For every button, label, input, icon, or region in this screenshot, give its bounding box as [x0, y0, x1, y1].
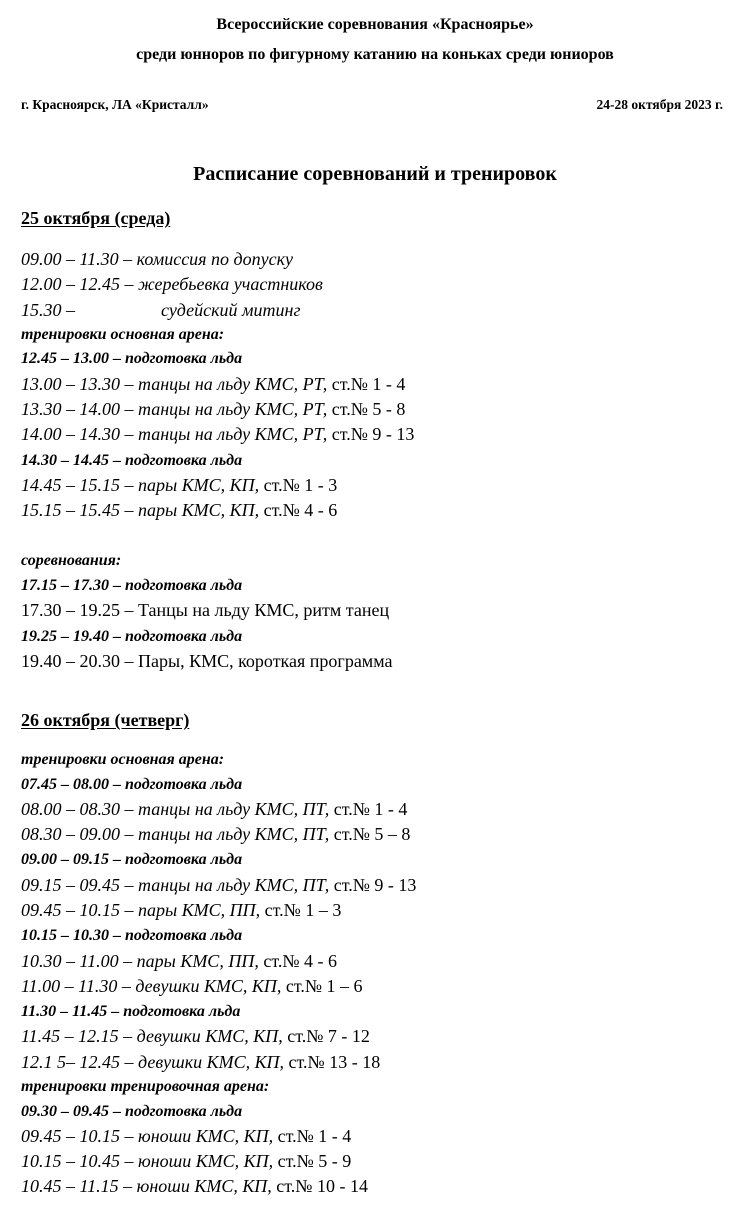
schedule-activity: подготовка льда [125, 350, 243, 368]
ice-prep-row: 10.15 – 10.30 – подготовка льда [21, 927, 243, 945]
section-spacer [21, 523, 741, 549]
training-row: 11.00 – 11.30 – девушки КМС, КП, ст.№ 1 – 6 [21, 975, 363, 996]
training-row: 14.45 – 15.15 – пары КМС, КП, ст.№ 1 - 3 [21, 474, 338, 495]
schedule-activity: танцы на льду КМС, РТ, [138, 398, 332, 419]
schedule-activity: подготовка льда [125, 851, 243, 869]
training-row: 15.15 – 15.45 – пары КМС, КП, ст.№ 4 - 6 [21, 500, 338, 521]
skater-group: ст.№ 5 - 8 [331, 398, 406, 419]
schedule-activity: юноши КМС, КП, [136, 1176, 277, 1197]
skater-group: ст.№ 13 - 18 [288, 1051, 381, 1072]
general-item [21, 298, 741, 323]
schedule-activity: пары КМС, ПП, [136, 950, 264, 971]
day-heading-oct-25: 25 октября (среда) [21, 208, 171, 228]
general-item: 12.00 – 12.45 – жеребьевка участников [21, 274, 323, 295]
training-row: 10.15 – 10.45 – юноши КМС, КП, ст.№ 5 - 9 [21, 1151, 352, 1172]
training-row: 08.30 – 09.00 – танцы на льду КМС, ПТ, ст.№ 5 – 8 [21, 824, 411, 845]
training-row: 13.00 – 13.30 – танцы на льду КМС, РТ, ст.№ 1 - 4 [21, 373, 406, 394]
ice-prep-row: 09.30 – 09.45 – подготовка льда [21, 1102, 243, 1120]
schedule-title: Расписание соревнований и тренировок [193, 163, 557, 185]
skater-group: ст.№ 5 - 9 [277, 1151, 352, 1172]
schedule-activity: пары КМС, КП, [138, 500, 264, 521]
training-row: 13.30 – 14.00 – танцы на льду КМС, РТ, ст.№ 5 - 8 [21, 398, 406, 419]
competition-row: 19.40 – 20.30 – Пары, КМС, короткая программа [21, 650, 393, 671]
section-label-main-arena: тренировки основная арена: [21, 751, 225, 768]
ice-prep-row: 12.45 – 13.00 – подготовка льда [21, 350, 243, 368]
section-label-competitions: соревнования: [21, 552, 122, 570]
schedule-activity: юноши КМС, КП, [138, 1125, 278, 1146]
skater-group: ст.№ 10 - 14 [276, 1176, 368, 1197]
ice-prep-row: 09.00 – 09.15 – подготовка льда [21, 851, 243, 869]
schedule-activity: танцы на льду КМС, ПТ, [138, 874, 334, 895]
skater-group: ст.№ 4 - 6 [263, 950, 337, 971]
training-row: 09.45 – 10.15 – пары КМС, ПП, ст.№ 1 – 3 [21, 899, 342, 920]
skater-group: ст.№ 1 – 6 [285, 975, 363, 996]
ice-prep-row: 14.30 – 14.45 – подготовка льда [21, 451, 243, 469]
schedule-activity: подготовка льда [125, 576, 243, 594]
training-row: 08.00 – 08.30 – танцы на льду КМС, ПТ, ст.№ 1 - 4 [21, 798, 408, 819]
skater-group: ст.№ 5 – 8 [333, 824, 411, 845]
skater-group: ст.№ 4 - 6 [263, 500, 338, 521]
skater-group: ст.№ 7 - 12 [287, 1026, 370, 1047]
schedule-activity: девушки КМС, КП, [138, 1051, 289, 1072]
title-line-2: среди юнноров по фигурному катанию на коньках среди юниоров [136, 46, 614, 63]
schedule-activity: подготовка льда [123, 1003, 241, 1021]
ice-prep-row: 11.30 – 11.45 – подготовка льда [21, 1003, 241, 1021]
competition-row: 17.30 – 19.25 – Танцы на льду КМС, ритм танец [21, 600, 390, 621]
training-row: 09.45 – 10.15 – юноши КМС, КП, ст.№ 1 - 4 [21, 1125, 352, 1146]
skater-group: ст.№ 1 – 3 [264, 899, 342, 920]
schedule-activity: танцы на льду КМС, РТ, [138, 424, 332, 445]
event-dates: 24-28 октября 2023 г. [596, 97, 723, 112]
ice-prep-row: 19.25 – 19.40 – подготовка льда [21, 627, 243, 645]
schedule-activity: подготовка льда [125, 451, 243, 469]
section-label-practice-arena: тренировки тренировочная арена: [21, 1078, 270, 1096]
schedule-activity: подготовка льда [125, 775, 243, 793]
schedule-activity: судейский митинг [161, 299, 301, 320]
skater-group: ст.№ 1 - 3 [263, 474, 338, 495]
schedule-activity: подготовка льда [125, 1102, 243, 1120]
training-row: 10.30 – 11.00 – пары КМС, ПП, ст.№ 4 - 6 [21, 950, 337, 971]
ice-prep-row: 07.45 – 08.00 – подготовка льда [21, 775, 243, 793]
schedule-activity: подготовка льда [125, 627, 243, 645]
day-1-schedule [21, 247, 741, 674]
schedule-activity: девушки КМС, КП, [135, 975, 286, 996]
skater-group: ст.№ 1 - 4 [331, 373, 406, 394]
skater-group: ст.№ 9 - 13 [333, 874, 417, 895]
training-row: 12.1 5– 12.45 – девушки КМС, КП, ст.№ 13 - 18 [21, 1051, 381, 1072]
training-row: 09.15 – 09.45 – танцы на льду КМС, ПТ, ст.№ 9 - 13 [21, 874, 417, 895]
skater-group: ст.№ 1 - 4 [277, 1125, 352, 1146]
schedule-activity: танцы на льду КМС, ПТ, [138, 824, 334, 845]
title-line-1: Всероссийские соревнования «Красноярье» [216, 16, 534, 33]
day-heading-oct-26: 26 октября (четверг) [21, 710, 190, 730]
schedule-activity: пары КМС, КП, [138, 474, 264, 495]
skater-group: ст.№ 1 - 4 [333, 798, 408, 819]
schedule-activity: танцы на льду КМС, РТ, [138, 373, 332, 394]
section-label-main-arena: тренировки основная арена: [21, 325, 225, 343]
schedule-activity: юноши КМС, КП, [138, 1151, 278, 1172]
skater-group: ст.№ 9 - 13 [331, 424, 415, 445]
training-row: 11.45 – 12.15 – девушки КМС, КП, ст.№ 7 - 12 [21, 1026, 370, 1047]
schedule-activity: пары КМС, ПП, [138, 899, 265, 920]
training-row: 10.45 – 11.15 – юноши КМС, КП, ст.№ 10 - 14 [21, 1176, 368, 1197]
schedule-activity: жеребьевка участников [138, 274, 323, 295]
schedule-activity: подготовка льда [125, 927, 243, 945]
location: г. Красноярск, ЛА «Кристалл» [21, 97, 209, 112]
general-item: 09.00 – 11.30 – комиссия по допуску [21, 249, 294, 269]
schedule-time: 15.30 – [21, 299, 75, 320]
ice-prep-row: 17.15 – 17.30 – подготовка льда [21, 576, 243, 594]
training-row: 14.00 – 14.30 – танцы на льду КМС, РТ, ст.№ 9 - 13 [21, 424, 415, 445]
schedule-activity: комиссия по допуску [136, 249, 294, 269]
day-2-schedule [21, 748, 741, 1200]
schedule-activity: танцы на льду КМС, ПТ, [138, 798, 334, 819]
schedule-activity: девушки КМС, КП, [136, 1026, 288, 1047]
